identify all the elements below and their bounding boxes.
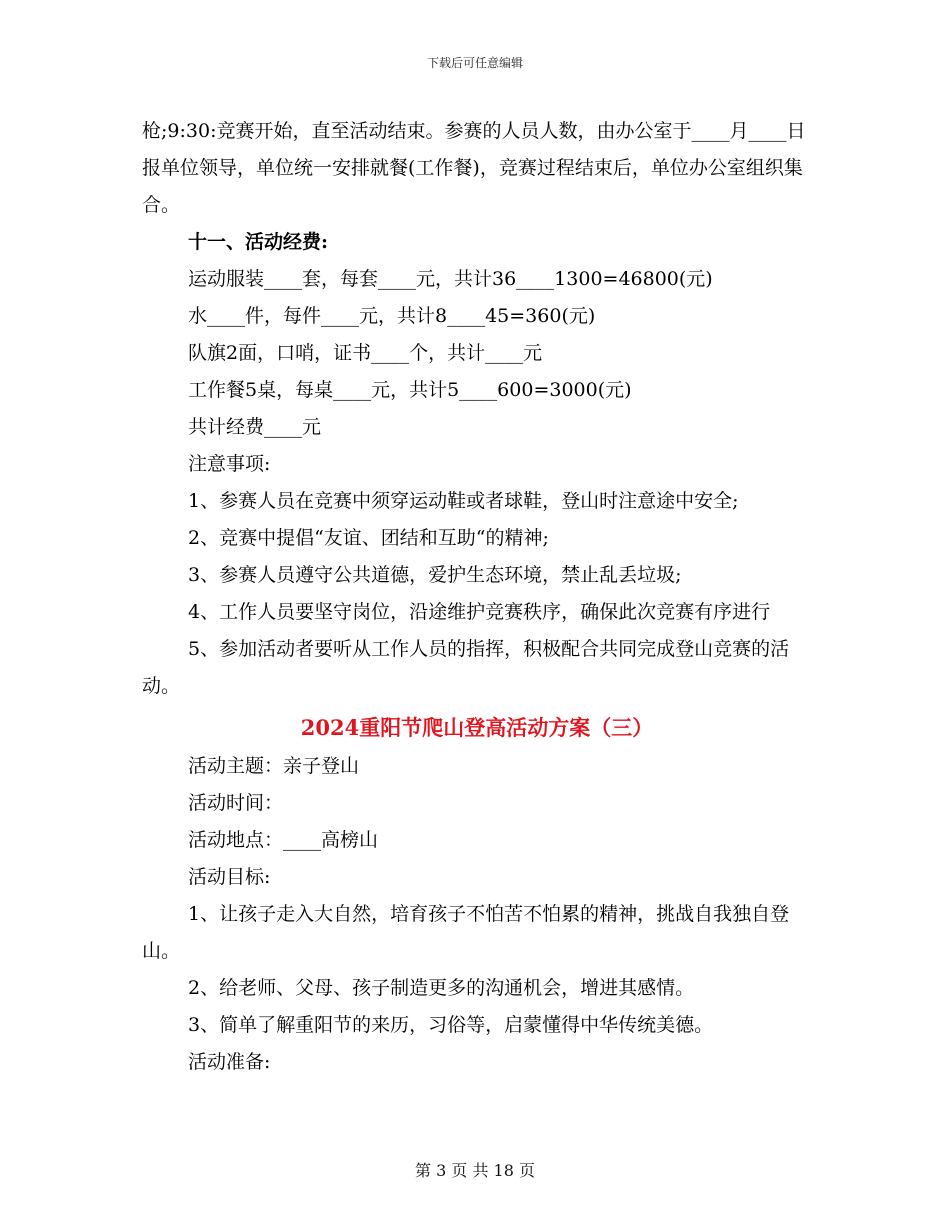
goal-item-1: 1、让孩子走入大自然，培育孩子不怕苦不怕累的精神，挑战自我独自登山。	[142, 903, 790, 962]
budget-item-uniform: 运动服装____套，每套____元，共计36____1300=46800(元)	[188, 268, 713, 290]
note-item-1: 1、参赛人员在竞赛中须穿运动鞋或者球鞋，登山时注意途中安全;	[188, 490, 739, 512]
budget-total: 共计经费____元	[188, 416, 322, 438]
note-item-2: 2、竞赛中提倡“友谊、团结和互助“的精神;	[188, 527, 549, 549]
section-heading-budget: 十一、活动经费:	[188, 231, 329, 253]
activity-preparation-heading: 活动准备:	[188, 1051, 271, 1073]
activity-time: 活动时间：	[188, 792, 284, 814]
paragraph-schedule: 枪;9:30:竞赛开始，直至活动结束。参赛的人员人数，由办公室于____月____日报单位领导，单位统一安排就餐(工作餐)，竞赛过程结束后，单位办公室组织集合。	[142, 120, 806, 216]
budget-item-meals: 工作餐5桌，每桌____元，共计5____600=3000(元)	[188, 379, 632, 401]
budget-item-flags: 队旗2面，口哨，证书____个，共计____元	[188, 342, 543, 364]
page-header: 下载后可任意编辑	[426, 56, 523, 70]
goal-item-2: 2、给老师、父母、孩子制造更多的沟通机会，增进其感情。	[188, 977, 695, 999]
note-item-5: 5、参加活动者要听从工作人员的指挥，积极配合共同完成登山竞赛的活动。	[142, 638, 790, 697]
notes-heading: 注意事项:	[188, 453, 271, 475]
activity-location: 活动地点：____高榜山	[188, 829, 379, 851]
section-title: 2024重阳节爬山登高活动方案（三）	[300, 715, 654, 740]
budget-item-water: 水____件，每件____元，共计8____45=360(元)	[188, 305, 596, 327]
note-item-3: 3、参赛人员遵守公共道德，爱护生态环境，禁止乱丢垃圾;	[188, 564, 682, 586]
note-item-4: 4、工作人员要坚守岗位，沿途维护竞赛秩序，确保此次竞赛有序进行	[188, 601, 771, 623]
goal-item-3: 3、简单了解重阳节的来历，习俗等，启蒙懂得中华传统美德。	[188, 1014, 714, 1036]
document-body	[142, 113, 812, 1081]
activity-theme: 活动主题：亲子登山	[188, 755, 360, 777]
page-footer: 第 3 页 共 18 页	[415, 1161, 535, 1180]
activity-goals-heading: 活动目标:	[188, 866, 271, 888]
